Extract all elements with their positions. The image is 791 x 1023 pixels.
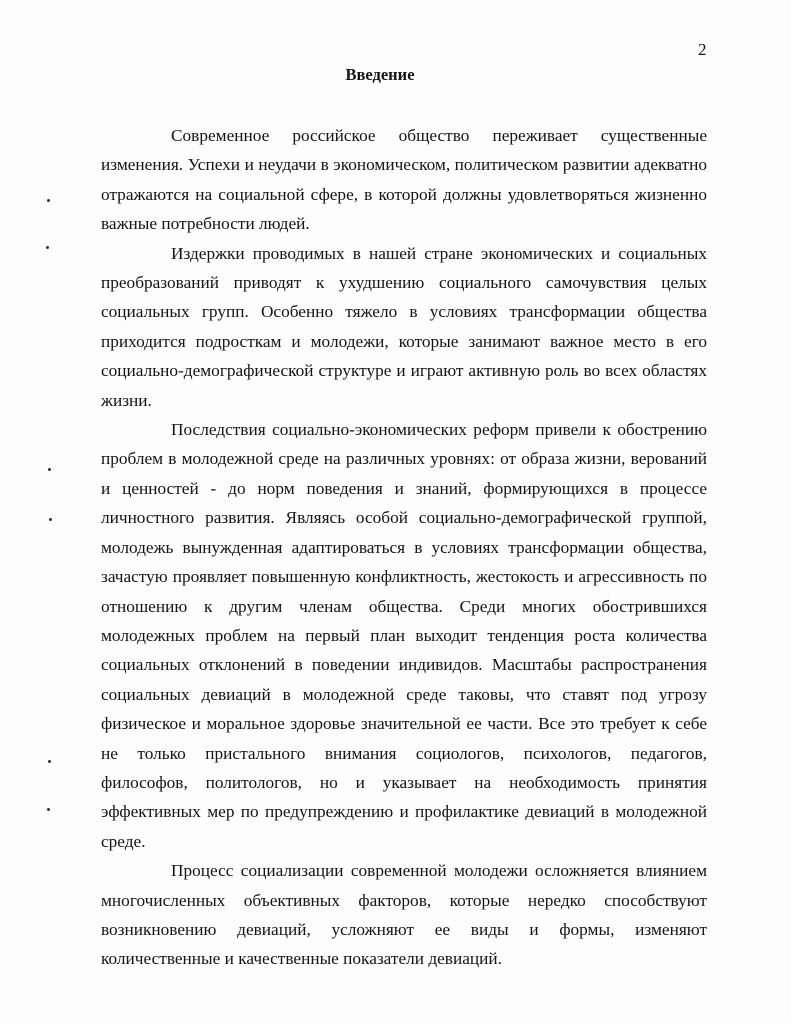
scan-speck — [47, 199, 50, 202]
scan-speck — [48, 760, 51, 763]
scan-speck — [47, 808, 50, 811]
scan-speck — [48, 468, 51, 471]
scan-speck — [49, 518, 52, 521]
paragraph-2: Издержки проводимых в нашей стране экономических и социальных преобразований приводят к ухудшению социального самочувствия целых социальных групп. Особенно тяжело в условиях трансформации общества приходится подросткам и молодежи, которые занимают важное место в его социально-демографической структуре и играют активную роль во всех областях жизни. — [101, 243, 707, 410]
paragraph-4: Процесс социализации современной молодежи осложняется влиянием многочисленных объективных факторов, которые нередко способствуют возникновению девиаций, усложняют ее виды и формы, изменяют количественные и качественные показатели девиаций. — [101, 861, 707, 969]
page-number: 2 — [698, 40, 707, 59]
body-text — [101, 121, 707, 974]
section-title: Введение — [345, 65, 415, 84]
paragraph-3: Последствия социально-экономических реформ привели к обострению проблем в молодежной среде на различных уровнях: от образа жизни, верований и ценностей - до норм поведения и знаний, формирующихся в процессе личностного развития. Являясь особой социально-демографической группой, молодежь вынужденная адаптироваться в условиях трансформации общества, зачастую проявляет повышенную конфликтность, жестокость и агрессивность по отношению к другим членам общества. Среди многих обострившихся молодежных проблем на первый план выходит тенденция роста количества социальных отклонений в поведении индивидов. Масштабы распространения социальных девиаций в молодежной среде таковы, что ставят под угрозу физическое и моральное здоровье значительной ее части. Все это требует к себе не только пристального внимания социологов, психологов, педагогов, философов, политологов, но и указывает на необходимость принятия эффективных мер по предупреждению и профилактике девиаций в молодежной среде. — [101, 420, 707, 851]
scan-speck — [46, 246, 49, 249]
paragraph-1: Современное российское общество переживает существенные изменения. Успехи и неудачи в экономическом, политическом развитии адекватно отражаются на социальной сфере, в которой должны удовлетворяться жизненно важные потребности людей. — [101, 126, 707, 234]
